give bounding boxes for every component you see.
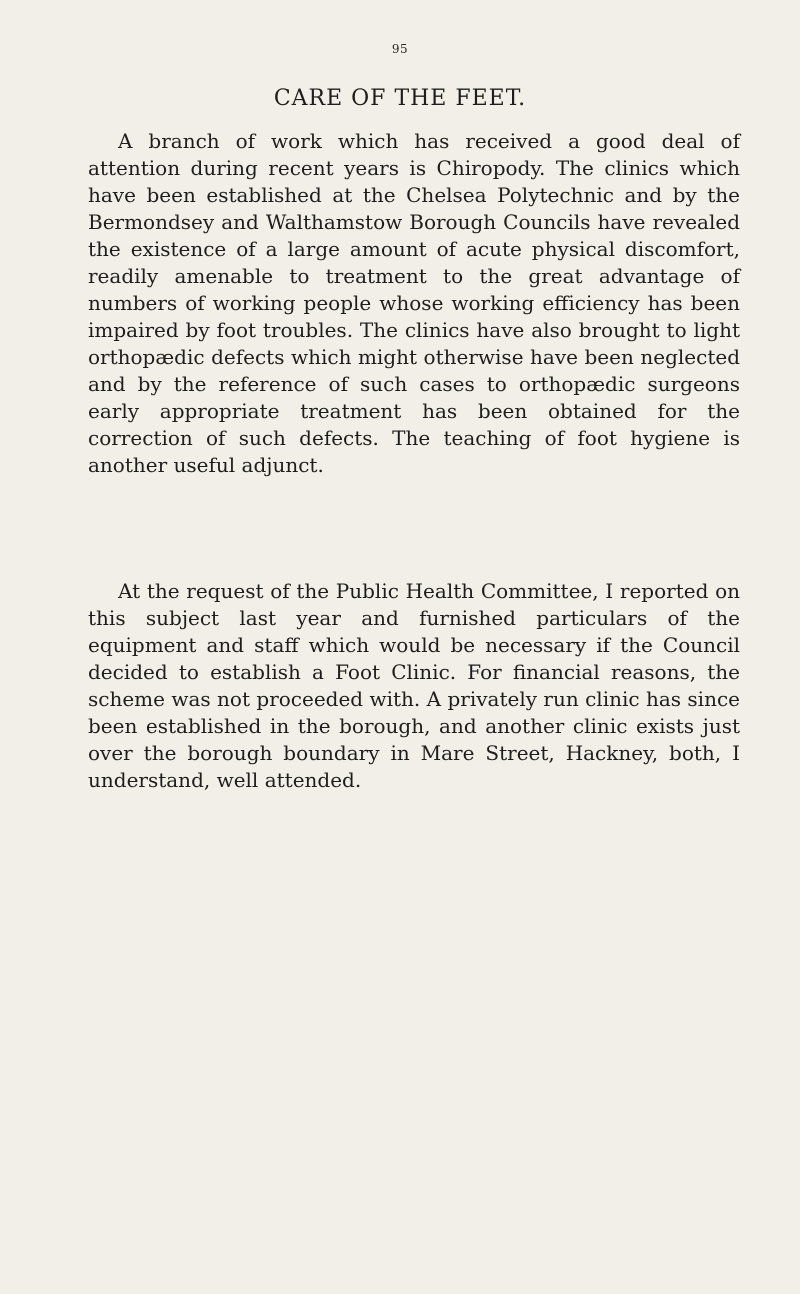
paragraph-1-text: A branch of work which has received a good deal of attention during recent years is Chiropody. The clinics which have been established at the Chelsea Polytechnic and by the Bermondsey and Walthamstow Borough Councils have revealed the existence of a large amount of acute physical discomfort, readily amenable to treatment to the great advantage of numbers of working people whose working efficiency has been impaired by foot troubles. The clinics have also brought to light orthopædic defects which might otherwise have been neglected and by the reference of such cases to orthopædic surgeons early appropriate treatment has been obtained for the correction of such defects. The teaching of foot hygiene is another useful adjunct. [88,129,740,477]
page-number: 95 [391,42,409,56]
paragraph-1 [88,128,740,479]
page-title: CARE OF THE FEET. [273,86,527,111]
paragraph-2-text: At the request of the Public Health Committee, I reported on this subject last year and furnished particulars of the equipment and staff which would be necessary if the Council decided to establish a Foot Clinic. For financial reasons, the scheme was not proceeded with. A privately run clinic has since been established in the borough, and another clinic exists just over the borough boundary in Mare Street, Hackney, both, I understand, well attended. [88,579,740,792]
paragraph-2 [88,578,740,794]
